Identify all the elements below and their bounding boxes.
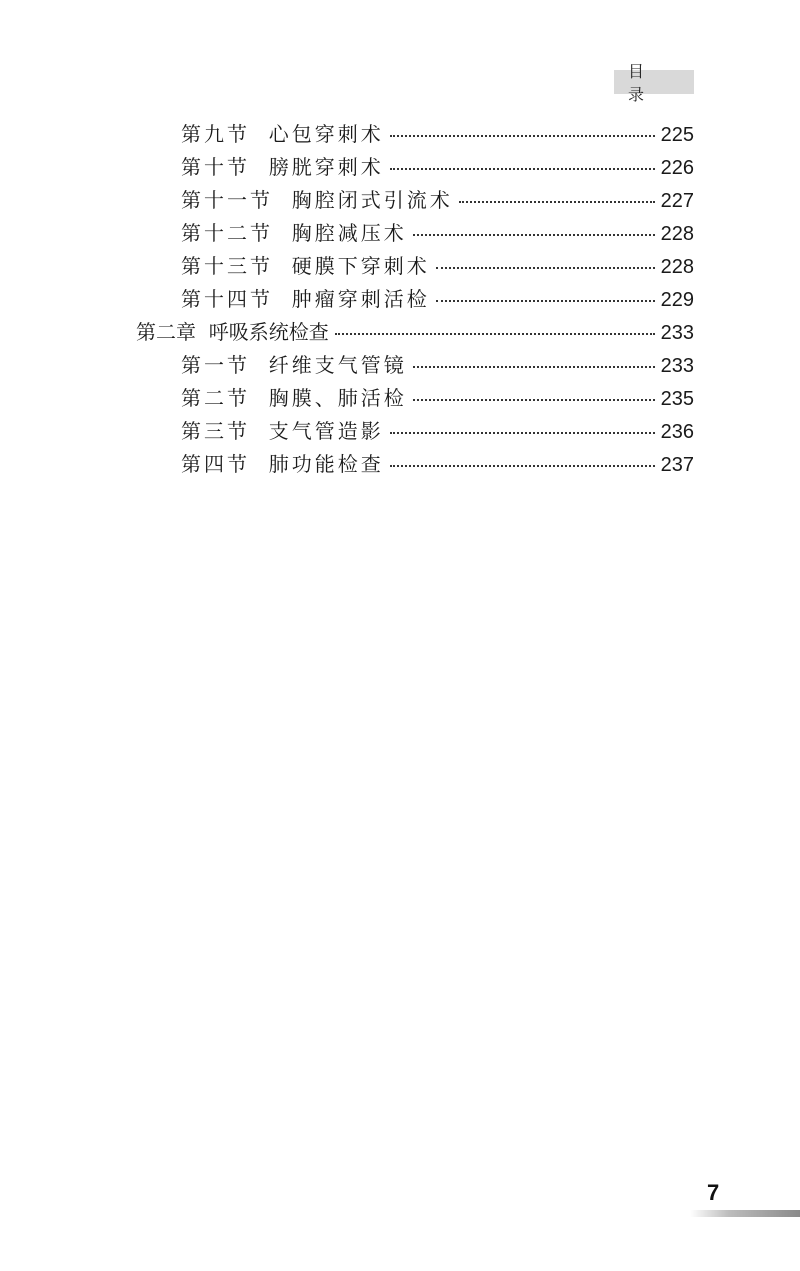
toc-entry-title: 第二节 胸膜、肺活检 xyxy=(181,386,407,410)
toc-entry[interactable] xyxy=(181,283,694,316)
toc-entry-page: 228 xyxy=(660,256,694,278)
toc-leader-dots xyxy=(413,234,655,236)
toc-leader-dots xyxy=(459,201,655,203)
toc-entry[interactable] xyxy=(181,448,694,481)
toc-entry-page: 225 xyxy=(660,124,694,146)
toc-entry[interactable] xyxy=(181,118,694,151)
toc-entry-title: 第一节 纤维支气管镜 xyxy=(181,353,407,377)
toc-entry[interactable] xyxy=(181,250,694,283)
toc-entry-page: 229 xyxy=(660,289,694,311)
toc-entry-page: 235 xyxy=(660,388,694,410)
toc-leader-dots xyxy=(390,135,655,137)
section-header-tab xyxy=(614,62,694,104)
toc-entry[interactable] xyxy=(181,217,694,250)
toc-entry[interactable] xyxy=(181,349,694,382)
toc-leader-dots xyxy=(413,366,655,368)
toc-entry-title: 第三节 支气管造影 xyxy=(181,419,384,443)
toc-entry-page: 226 xyxy=(660,157,694,179)
toc-leader-dots xyxy=(436,300,655,302)
toc-leader-dots xyxy=(413,399,655,401)
toc-chapter-entry[interactable] xyxy=(136,316,694,349)
toc-entry[interactable] xyxy=(181,382,694,415)
toc-leader-dots xyxy=(436,267,655,269)
toc-entry-title: 第四节 肺功能检查 xyxy=(181,452,384,476)
toc-entry-title: 第十节 膀胱穿刺术 xyxy=(181,155,384,179)
toc-entry-title: 第十二节 胸腔减压术 xyxy=(181,221,407,245)
page-number: 7 xyxy=(707,1180,720,1205)
toc-chapter-title: 第二章 呼吸系统检查 xyxy=(136,320,329,344)
toc-entry-title: 第十四节 肿瘤穿刺活检 xyxy=(181,287,430,311)
toc-leader-dots xyxy=(390,465,655,467)
toc-entry-title: 第十三节 硬膜下穿刺术 xyxy=(181,254,430,278)
toc-entry-title: 第九节 心包穿刺术 xyxy=(181,122,384,146)
toc-entry-page: 236 xyxy=(660,421,694,443)
toc-entry-title: 第十一节 胸腔闭式引流术 xyxy=(181,188,453,212)
toc-entry[interactable] xyxy=(181,151,694,184)
toc-entry-page: 228 xyxy=(660,223,694,245)
toc-entry-page: 233 xyxy=(660,322,694,344)
toc-entry[interactable] xyxy=(181,415,694,448)
toc-leader-dots xyxy=(335,333,655,335)
footer-decorative-bar xyxy=(690,1210,800,1217)
section-header-label: 目 录 xyxy=(628,62,659,104)
toc-leader-dots xyxy=(390,168,655,170)
toc-entry-page: 233 xyxy=(660,355,694,377)
toc-entry[interactable] xyxy=(181,184,694,217)
toc-leader-dots xyxy=(390,432,655,434)
toc-entry-page: 237 xyxy=(660,454,694,476)
toc-entry-page: 227 xyxy=(660,190,694,212)
